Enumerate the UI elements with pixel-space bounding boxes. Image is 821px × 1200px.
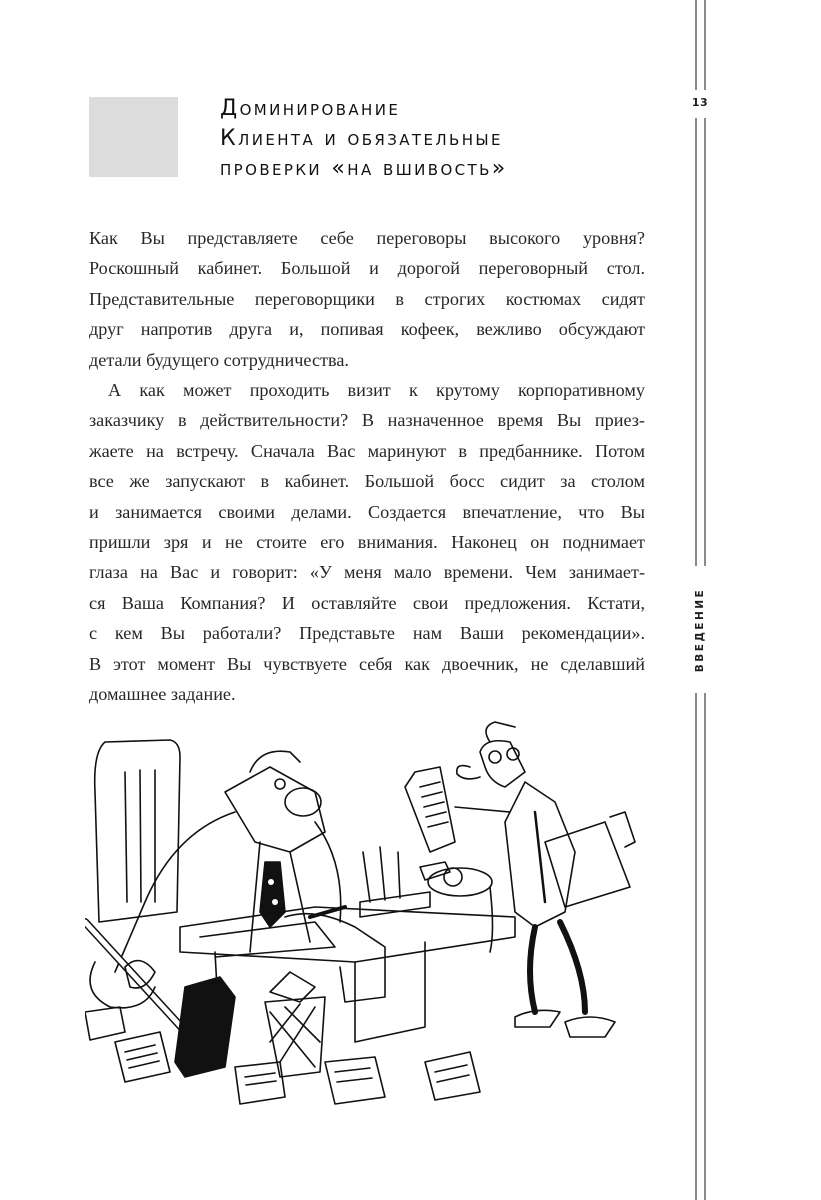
body-text <box>89 223 645 710</box>
text-line: детали будущего сотрудничества. <box>89 349 349 370</box>
text-line: с кем Вы работали? Представьте нам Ваши рекомендации». <box>89 623 645 644</box>
text-line: В этот момент Вы чувствуете себя как двоечник, не сделавший <box>89 653 645 674</box>
chair-icon <box>95 740 180 922</box>
margin-rule-left-mid <box>695 118 697 566</box>
text-line: все же запускают в кабинет. Большой босс сидит за столом <box>89 471 645 492</box>
chapter-heading <box>220 94 660 184</box>
cartoon-illustration <box>85 712 675 1112</box>
page-number: 13 <box>691 96 709 109</box>
heading-line: Клиента и обязательные <box>220 126 503 151</box>
text-line: глаза на Вас и говорит: «У меня мало времени. Чем занимает- <box>89 562 645 583</box>
text-line: заказчику в действительности? В назначенное время Вы приез- <box>89 410 645 431</box>
text-line: и занимается своими делами. Создается впечатление, что Вы <box>89 501 645 522</box>
text-line: пришли зря и не стоите его внимания. Наконец он поднимает <box>89 532 645 553</box>
text-line: А как может проходить визит к крутому корпоративному <box>108 380 645 401</box>
wastebasket-icon <box>265 972 325 1077</box>
paragraph-2 <box>89 375 645 709</box>
text-line: домашнее задание. <box>89 684 236 705</box>
heading-line: Доминирование <box>220 96 401 121</box>
margin-rule-right-bottom <box>704 693 706 1200</box>
section-tab-label: ВВЕДЕНИЕ <box>694 587 707 673</box>
margin-rule-right-mid <box>704 118 706 566</box>
margin-rule-left-top <box>695 0 697 90</box>
paragraph-1 <box>89 223 645 375</box>
text-line: Как Вы представляете себе переговоры высокого уровня? <box>89 228 645 248</box>
visitor-figure-icon <box>405 722 635 1037</box>
text-line: ся Ваша Компания? И оставляйте свои предложения. Кстати, <box>89 592 645 613</box>
text-line: жаете на встречу. Сначала Вас маринуют в предбаннике. Потом <box>89 440 645 461</box>
heading-line: проверки «на вшивость» <box>220 156 508 181</box>
margin-rule-right-top <box>704 0 706 90</box>
sledgehammer-icon <box>175 977 235 1077</box>
text-line: друг напротив друга и, попивая кофеек, вежливо обсуждают <box>89 319 645 340</box>
text-line: Представительные переговорщики в строгих костюмах сидят <box>89 288 645 309</box>
scattered-papers-icon <box>85 1007 480 1104</box>
text-line: Роскошный кабинет. Большой и дорогой переговорный стол. <box>89 258 645 279</box>
section-tab <box>688 575 712 685</box>
margin-rule-left-bottom <box>695 693 697 1200</box>
heading-accent-box <box>89 97 178 177</box>
